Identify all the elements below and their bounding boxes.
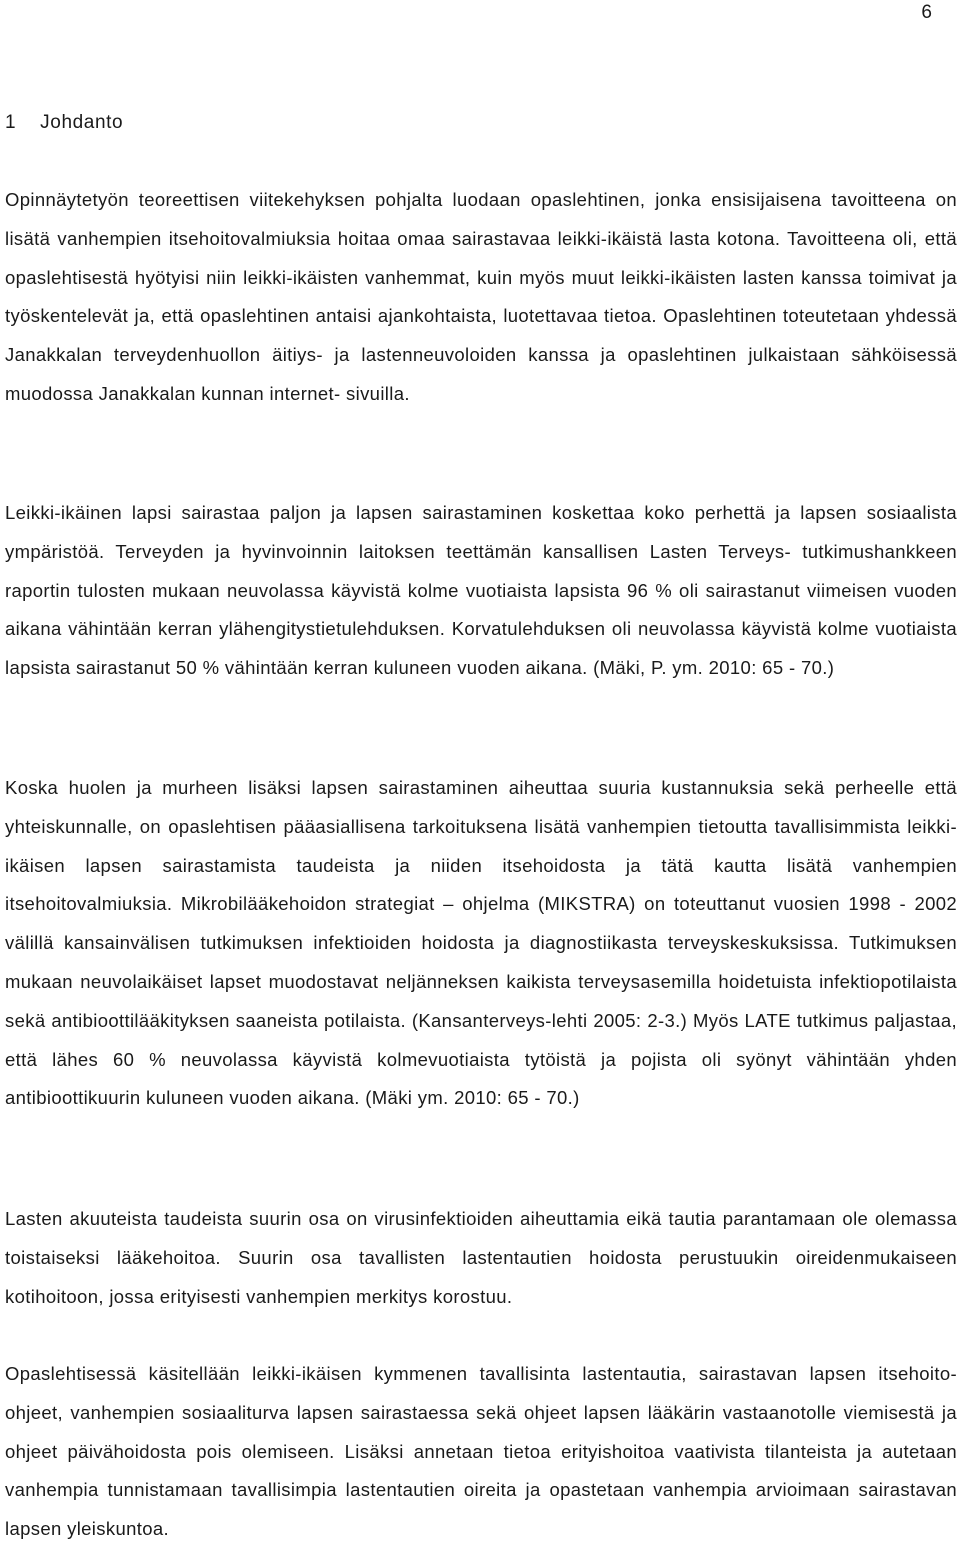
section-heading	[5, 110, 123, 136]
section-number: 1	[5, 112, 17, 133]
section-title: Johdanto	[40, 112, 124, 133]
paragraph-2: Leikki-ikäinen lapsi sairastaa paljon ja lapsen sairastaminen koskettaa koko perhettä ja lapsen sosiaalista ympäristöä. Terveyden ja hyvinvoinnin laitoksen teettämän kansallisen Lasten Terveys- tutkimushankkeen raportin tulosten mukaan neuvolassa käyvistä kolme vuotiaista lapsista 96 % oli sairastanut viimeisen vuoden aikana vähintään kerran ylähengitystietulehduksen. Korvatulehduksen oli neuvolassa käyvistä kolme vuotiaista lapsista sairastanut 50 % vähintään kerran kuluneen vuoden aikana. (Mäki, P. ym. 2010: 65 - 70.)	[5, 502, 957, 679]
paragraph-4: Lasten akuuteista taudeista suurin osa on virusinfektioiden aiheuttamia eikä tautia parantamaan ole olemassa toistaiseksi lääkehoitoa. Suurin osa tavallisten lastentautien hoidosta perustuukin oireidenmukaiseen kotihoitoon, jossa erityisesti vanhempien merkitys korostuu.	[5, 1208, 957, 1307]
page-number: 6	[921, 2, 932, 23]
paragraph-1: Opinnäytetyön teoreettisen viitekehyksen pohjalta luodaan opaslehtinen, jonka ensisijaisena tavoitteena on lisätä vanhempien itsehoitovalmiuksia hoitaa omaa sairastavaa leikki-ikäistä lasta kotona. Tavoitteena oli, että opaslehtisestä hyötyisi niin leikki-ikäisten vanhemmat, kuin myös muut leikki-ikäisten lasten kanssa toimivat ja työskentelevät ja, että opaslehtinen antaisi ajankohtaista, luotettavaa tietoa. Opaslehtinen toteutetaan yhdessä Janakkalan terveydenhuollon äitiys- ja lastenneuvoloiden kanssa ja opaslehtinen julkaistaan sähköisessä muodossa Janakkalan kunnan internet- sivuilla.	[5, 189, 957, 404]
paragraph-5: Opaslehtisessä käsitellään leikki-ikäisen kymmenen tavallisinta lastentautia, sairastavan lapsen itsehoito-ohjeet, vanhempien sosiaaliturva lapsen sairastaessa sekä ohjeet lapsen lääkärin vastaanotolle viemisestä ja ohjeet päivähoidosta pois olemiseen. Lisäksi annetaan tietoa erityishoitoa vaativista tilanteista ja autetaan vanhempia tunnistamaan tavallisimpia lastentautien oireita ja opastetaan vanhempia arvioimaan sairastavan lapsen yleiskuntoa.	[5, 1363, 957, 1540]
paragraph-3: Koska huolen ja murheen lisäksi lapsen sairastaminen aiheuttaa suuria kustannuksia sekä perheelle että yhteiskunnalle, on opaslehtisen pääasiallisena tarkoituksena lisätä vanhempien tietoutta tavallisimmista leikki-ikäisen lapsen sairastamista taudeista ja niiden itsehoidosta ja tätä kautta lisätä vanhempien itsehoitovalmiuksia. Mikrobilääkehoidon strategiat – ohjelma (MIKSTRA) on toteuttanut vuosien 1998 - 2002 välillä kansainvälisen tutkimuksen infektioiden hoidosta ja diagnostiikasta terveyskeskuksissa. Tutkimuksen mukaan neuvolaikäiset lapset muodostavat neljänneksen kaikista terveysasemilla hoidetuista infektiopotilaista sekä antibioottilääkityksen saaneista potilaista. (Kansanterveys-lehti 2005: 2-3.) Myös LATE tutkimus paljastaa, että lähes 60 % neuvolassa käyvistä kolmevuotiaista tytöistä ja pojista oli syönyt vähintään yhden antibioottikuurin kuluneen vuoden aikana. (Mäki ym. 2010: 65 - 70.)	[5, 777, 957, 1109]
